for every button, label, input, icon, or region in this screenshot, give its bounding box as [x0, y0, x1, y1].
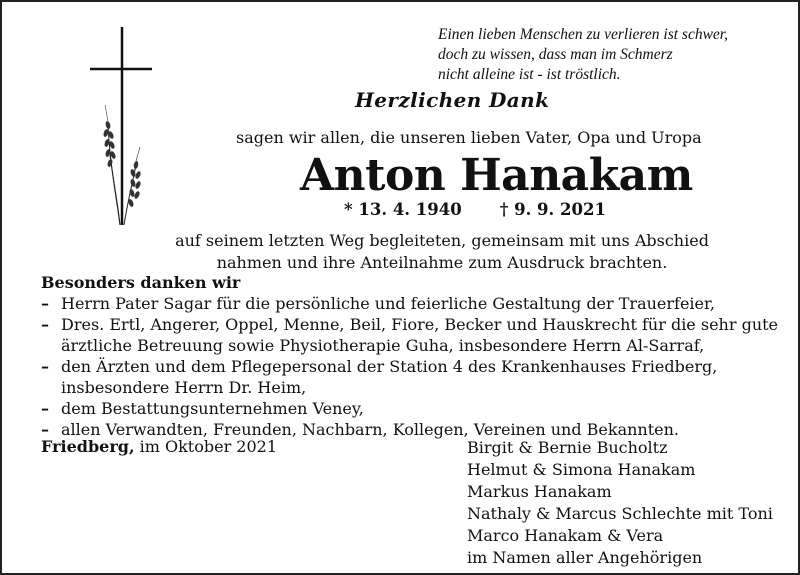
signer: Birgit & Bernie Bucholtz: [467, 438, 668, 457]
dash-bullet: –: [41, 420, 49, 439]
list-item: [41, 356, 781, 398]
list-item-text: dem Bestattungsunternehmen Veney,: [61, 399, 364, 418]
death-date: † 9. 9. 2021: [499, 200, 606, 219]
date: im Oktober 2021: [134, 437, 278, 456]
life-dates: [344, 200, 606, 219]
list-item-text: Dres. Ertl, Angerer, Oppel, Menne, Beil, Fiore, Becker und Hauskrecht für die sehr gute ärztliche Betreuung sowie Physiotherapie Guha, insbesondere Herrn Al-Sarraf,: [61, 315, 779, 355]
signer: Helmut & Simona Hanakam: [467, 460, 696, 479]
list-item: [41, 314, 781, 356]
birth-date: * 13. 4. 1940: [344, 200, 462, 219]
list-item: [41, 398, 781, 419]
message-line: nahmen und ihre Anteilnahme zum Ausdruck brachten.: [216, 253, 668, 272]
message-paragraph: [170, 230, 714, 274]
message-line: auf seinem letzten Weg begleiteten, gemeinsam mit uns Abschied: [175, 231, 709, 250]
special-thanks-list: [41, 293, 781, 440]
place-date: [41, 437, 277, 456]
thanks-heading: Herzlichen Dank: [355, 88, 550, 112]
quote-line: nicht alleine ist - ist tröstlich.: [438, 66, 621, 83]
dash-bullet: –: [41, 294, 49, 313]
quote-line: Einen lieben Menschen zu verlieren ist schwer,: [438, 26, 728, 43]
list-item-text: den Ärzten und dem Pflegepersonal der Station 4 des Krankenhauses Friedberg, insbesondere Herrn Dr. Heim,: [61, 357, 718, 397]
list-item: [41, 293, 781, 314]
dash-bullet: –: [41, 315, 49, 334]
special-thanks-heading: Besonders danken wir: [41, 273, 241, 292]
list-item-text: allen Verwandten, Freunden, Nachbarn, Kollegen, Vereinen und Bekannten.: [61, 420, 680, 439]
consolation-quote: [438, 25, 768, 85]
intro-text: sagen wir allen, die unseren lieben Vater, Opa und Uropa: [236, 128, 702, 147]
list-item-text: Herrn Pater Sagar für die persönliche und feierliche Gestaltung der Trauerfeier,: [61, 294, 715, 313]
cross-with-wheat-icon: [80, 25, 170, 230]
signer: im Namen aller Angehörigen: [467, 548, 703, 567]
quote-line: doch zu wissen, dass man im Schmerz: [438, 46, 673, 63]
signer: Marco Hanakam & Vera: [467, 526, 664, 545]
dash-bullet: –: [41, 399, 49, 418]
dash-bullet: –: [41, 357, 49, 376]
deceased-name: Anton Hanakam: [300, 150, 693, 201]
signers-list: [467, 437, 773, 569]
signer: Nathaly & Marcus Schlechte mit Toni: [467, 504, 773, 523]
place: Friedberg,: [41, 437, 135, 456]
signer: Markus Hanakam: [467, 482, 612, 501]
